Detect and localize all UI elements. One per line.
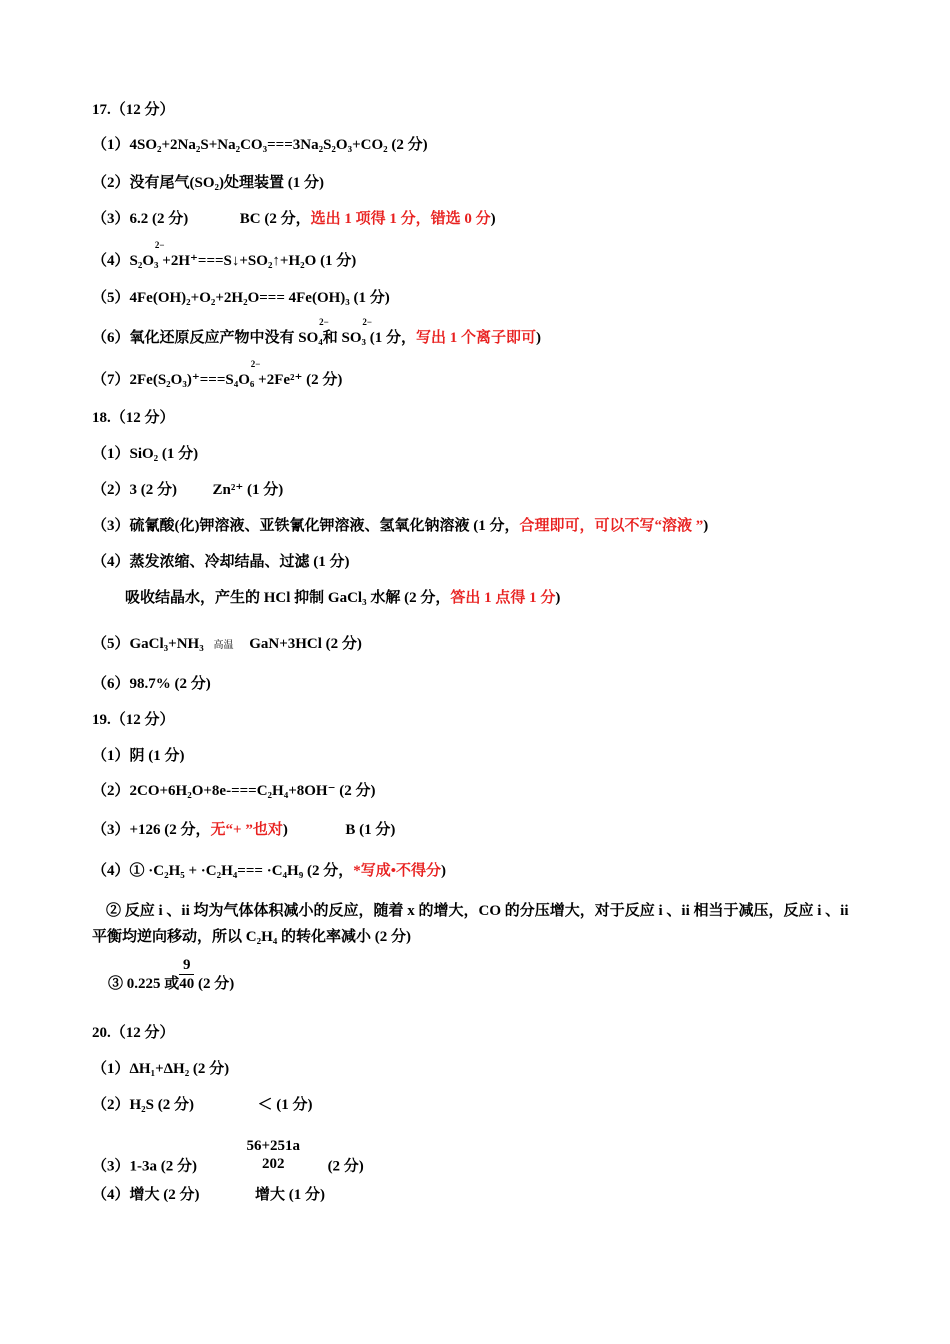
q17-7-rest: +2Fe²⁺ (2 分) (254, 372, 343, 388)
q20-line-2 (92, 1095, 313, 1115)
q18-3-answer: （3）硫氰酸(化)钾溶液、亚铁氰化钾溶液、氢氧化钠溶液 (1 分， (92, 518, 520, 534)
q20-header: 20.（12 分） (92, 1025, 175, 1041)
q19-3-answer: （3）+126 (2 分， (92, 822, 211, 838)
q18-header: 18.（12 分） (92, 410, 175, 426)
q17-header: 17.（12 分） (92, 102, 175, 118)
q17-6-text-b: 和 SO₃ (322, 330, 367, 346)
q19-paragraph-2: ② 反应 i 、ii 均为气体体积减小的反应，随着 x 的增大，CO 的分压增大，对于反应 i 、ii 相当于减压，反应 i 、ii 平衡均逆向移动，所以 C₂H₄ 的转化率减小 (2 分) (92, 903, 849, 945)
q18-line-2 (92, 480, 283, 500)
q17-3-close: ) (490, 211, 496, 227)
q20-2-answer-b: ＜ (1 分) (257, 1097, 313, 1113)
q18-line-1: （1）SiO₂ (1 分) (92, 446, 199, 462)
q17-6-ion-2 (322, 317, 373, 348)
q19-line-6 (108, 957, 235, 1003)
q17-3-answer: （3）6.2 (2 分) (92, 211, 189, 227)
q18-5-condition: 高温 (213, 640, 234, 651)
q18-4b-answer: 吸收结晶水，产生的 HCl 抑制 GaCl₃ 水解 (2 分， (125, 590, 451, 606)
q19-header: 19.（12 分） (92, 712, 175, 728)
q17-6-close: ) (536, 330, 542, 346)
q20-3-fraction (245, 1137, 303, 1173)
q18-2-answer: （2）3 (2 分) (92, 482, 177, 498)
q20-3-numerator: 56+251a (246, 1138, 301, 1154)
q17-4-ion (92, 240, 165, 271)
q17-4-rest: +2H⁺===S↓+SO₂↑+H₂O (1 分) (158, 253, 357, 269)
q17-3-note: 选出 1 项得 1 分，错选 0 分 (310, 211, 491, 227)
q18-3-close: ) (703, 518, 709, 534)
q19-line-1: （1）阴 (1 分) (92, 748, 185, 764)
q17-7-formula: （7）2Fe(S₂O₃)⁺===S₄O₆ (92, 372, 255, 388)
q19-3-note: 无“+ ”也对 (210, 822, 283, 838)
q19-6-numerator: 9 (179, 956, 194, 975)
q17-line-3 (92, 209, 496, 229)
q17-7-charge: 2− (250, 359, 261, 369)
q20-line-1: （1）ΔH₁+ΔH₂ (2 分) (92, 1061, 230, 1077)
q19-line-4 (92, 861, 446, 881)
q20-4-answer-b: 增大 (1 分) (255, 1187, 325, 1203)
q17-line-5: （5）4Fe(OH)₂+O₂+2H₂O=== 4Fe(OH)₃ (1 分) (92, 290, 390, 306)
q19-4-equation: ·C₂H₅ + ·C₂H₄=== ·C₄H₉ (2 分， (148, 863, 354, 879)
q20-3-answer: （3）1-3a (2 分) (92, 1158, 197, 1175)
q17-3-answer-b: BC (2 分， (239, 211, 311, 227)
q17-7-ion (92, 359, 261, 390)
q19-3-answer-b: B (1 分) (345, 822, 396, 838)
q19-4-close: ) (440, 863, 446, 879)
q17-4-charge: 2− (154, 240, 165, 250)
q18-line-4b (125, 588, 560, 608)
q17-6-charge-1: 2− (319, 317, 329, 327)
q18-line-6: （6）98.7% (2 分) (92, 676, 211, 692)
q17-6-text: （6）氧化还原反应产物中没有 SO₄ (92, 330, 323, 346)
q17-line-4 (92, 240, 357, 271)
q18-2-answer-b: Zn²⁺ (1 分) (212, 482, 284, 498)
q20-3-denominator: 202 (262, 1156, 285, 1172)
q20-4-answer: （4）增大 (2 分) (92, 1187, 200, 1203)
q18-5-products: GaN+3HCl (2 分) (249, 636, 362, 652)
q18-line-4: （4）蒸发浓缩、冷却结晶、过滤 (1 分) (92, 554, 350, 570)
q17-6-charge-2: 2− (362, 317, 373, 327)
q19-4-note: *写成•不得分 (353, 863, 441, 879)
q18-line-5 (92, 634, 362, 654)
q17-line-1: （1）4SO₂+2Na₂S+Na₂CO₃===3Na₂S₂O₃+CO₂ (2 分) (92, 137, 428, 153)
q17-6-ion-1 (92, 317, 329, 348)
q19-6-answer: ③ 0.225 或 (108, 975, 180, 992)
q19-line-2: （2）2CO+6H₂O+8e-===C₂H₄+8OH⁻ (2 分) (92, 783, 376, 799)
q18-4b-note: 答出 1 点得 1 分 (450, 590, 556, 606)
q19-6-fraction (179, 956, 194, 993)
q17-line-6 (92, 317, 542, 348)
q18-5-reactants: （5）GaCl₃+NH₃ (92, 636, 204, 652)
q19-6-score: (2 分) (194, 975, 235, 992)
q19-4-label: （4）① (92, 863, 149, 879)
q17-6-note: 写出 1 个离子即可 (416, 330, 537, 346)
q18-3-note: 合理即可，可以不写“溶液 ” (519, 518, 704, 534)
q20-line-3 (92, 1138, 364, 1185)
q19-3-close: ) (282, 822, 288, 838)
q19-line-3 (92, 820, 395, 840)
q18-line-3 (92, 516, 708, 536)
q17-line-7 (92, 359, 343, 390)
q19-6-denominator: 40 (179, 976, 195, 992)
q17-4-formula: （4）S₂O₃ (92, 253, 159, 269)
q20-3-score: (2 分) (327, 1158, 364, 1175)
q20-2-answer: （2）H₂S (2 分) (92, 1097, 194, 1113)
q18-4b-close: ) (555, 590, 561, 606)
q17-6-score: (1 分， (366, 330, 417, 346)
q20-line-4 (92, 1185, 325, 1205)
q17-line-2: （2）没有尾气(SO₂)处理装置 (1 分) (92, 175, 324, 191)
